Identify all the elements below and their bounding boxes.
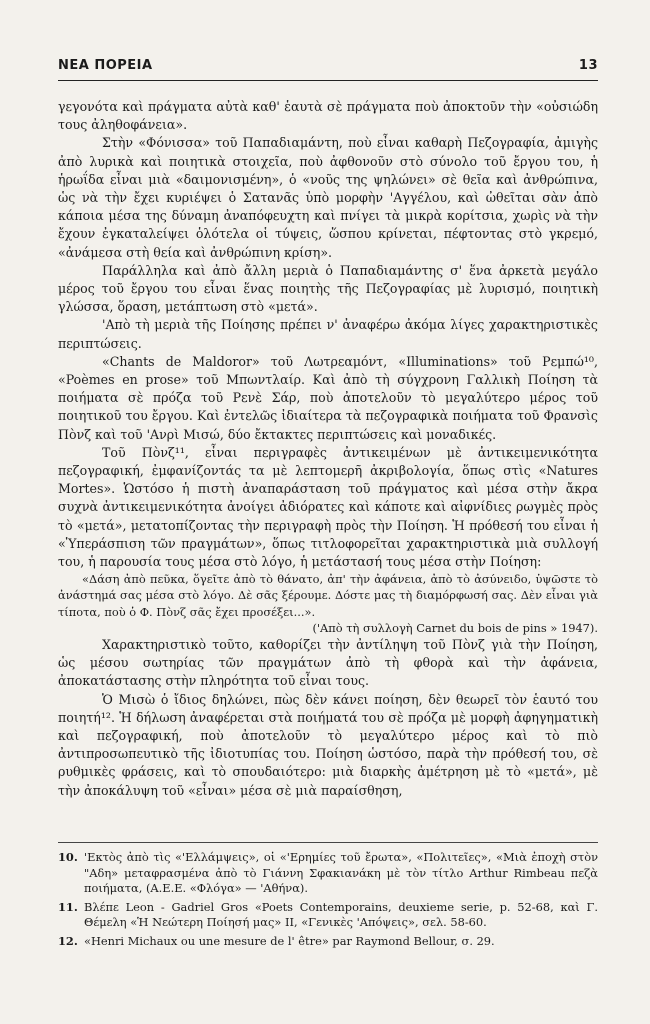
footnote: [58, 850, 598, 897]
paragraph: Τοῦ Πὸνζ¹¹, εἶναι περιγραφὲς ἀντικειμένων μὲ ἀντικειμενικότητα πεζογραφική, ἐμφανίζοντάς τα μὲ λεπτομερῆ ἀκριβολογία, ὅπως στὶς «Natures Mortes». Ὡστόσο ἡ πιστὴ ἀναπαράσταση τοῦ πράγματος καὶ μέσα στὴν ἄκρα συχνὰ ἀντικειμενικότητα ἀνοίγει ἀδιόρατες καὶ κάποτε καὶ αἰφνίδιες ρωγμὲς πρὸς τὸ «μετά», μετατοπίζοντας τὴν περιγραφὴ πρὸς τὴν Ποίηση. Ἡ πρόθεσή του εἶναι ἡ «Ὑπεράσπιση τῶν πραγμάτων», ὅπως τιτλοφορεῖται χαρακτηριστικὰ μιὰ συλλογή του, ἡ παρουσία τους μέσα στὸ λόγο, ἡ μετάστασή τους μέσα στὴν Ποίηση:: [58, 444, 598, 570]
paragraph: Χαρακτηριστικὸ τοῦτο, καθορίζει τὴν ἀντίληψη τοῦ Πὸνζ γιὰ τὴν Ποίηση, ὡς μέσου σωτηρίας τῶν πραγμάτων ἀπὸ τὴ φθορὰ καὶ τὴν ἀφάνεια, ἀποκατάστασης στὴν πληρότητα τοῦ εἶναι τους.: [58, 636, 598, 689]
block-quote: «Δάση ἀπὸ πεῦκα, ὅγεῖτε ἀπὸ τὸ θάνατο, ἀπ' τὴν ἀφάνεια, ἀπὸ τὸ ἀσύνειδο, ὑψῶστε τὸ ἀνάστημά σας μέσα στὸ λόγο. Δὲ σᾶς ξέρουμε. Δόστε μας τὴ διαμόρφωσή σας. Δὲν εἶναι γιὰ τίποτα, ποὺ ὁ Φ. Πὸνζ σᾶς ἔχει προσέξει...».: [58, 572, 598, 619]
paragraph: Παράλληλα καὶ ἀπὸ ἄλλη μεριὰ ὁ Παπαδιαμάντης σ' ἕνα ἀρκετὰ μεγάλο μέρος τοῦ ἔργου του εἶναι ἕνας ποιητὴς τῆς Πεζογραφίας μὲ λυρισμό, ποιητικὴ γλώσσα, ὅραση, μετάπτωση στὸ «μετά».: [58, 262, 598, 315]
journal-title: ΝΕΑ ΠΟΡΕΙΑ: [58, 58, 153, 73]
paragraph: γεγονότα καὶ πράγματα αὐτὰ καθ' ἑαυτὰ σὲ πράγματα ποὺ ἀποκτοῦν τὴν «οὐσιώδη τους ἀληθοφάνεια».: [58, 99, 598, 133]
body-text: [58, 98, 598, 800]
paragraph: 'Απὸ τὴ μεριὰ τῆς Ποίησης πρέπει ν' ἀναφέρω ἀκόμα λίγες χαρακτηριστικὲς περιπτώσεις.: [58, 317, 598, 351]
footnote: [58, 900, 598, 931]
paragraph: Στὴν «Φόνισσα» τοῦ Παπαδιαμάντη, ποὺ εἶναι καθαρὴ Πεζογραφία, ἀμιγὴς ἀπὸ λυρικὰ καὶ ποιητικὰ στοιχεῖα, ποὺ ἀφθονοῦν στὸ σύνολο τοῦ ἔργου του, ἡ ἡρωΐδα εἶναι μιὰ «δαιμονισμένη», ὁ «νοῦς της ψηλώνει» σὲ θεῖα καὶ ἀνθρώπινα, ὡς νὰ τὴν ἔχει κυριέψει ὁ Σατανᾶς ὑπὸ μορφὴν 'Αγγέλου, καὶ ὠθεῖται σὰν ἀπὸ κάποια μέσα της δύναμη ἀναπόφευχτη καὶ πνίγει τὰ μικρὰ κορίτσια, χωρὶς νὰ τὴν ἔχουν ἐγκαταλείψει ὁλότελα οἱ τύψεις, ὥσπου κρίνεται, πέφτοντας στὸ γκρεμό, «ἀνάμεσα στὴ θεία καὶ ἀνθρώπινη κρίση».: [58, 135, 598, 260]
footnote-number: 11.: [58, 899, 78, 914]
footnote-rule: [58, 842, 598, 843]
header-rule: [58, 80, 598, 81]
page-number: 13: [578, 58, 598, 73]
footnote-number: 10.: [58, 850, 78, 864]
footnote-text: «Henri Michaux ou une mesure de l' être» par Raymond Bellour, σ. 29.: [84, 933, 495, 948]
footnotes: [58, 850, 598, 953]
running-header: [58, 58, 598, 73]
paragraph: «Chants de Maldoror» τοῦ Λωτρεαμόντ, «Illuminations» τοῦ Ρεμπώ¹⁰, «Poèmes en prose» τοῦ Μπωντλαίρ. Καὶ ἀπὸ τὴ σύγχρονη Γαλλικὴ Ποίηση τὰ ποιήματα σὲ πρόζα τοῦ Ρενὲ Σάρ, ποὺ ἀποτελοῦν τὸ μεγαλύτερο μέρος τοῦ ποιητικοῦ του ἔργου. Καὶ ἐντελῶς ἰδιαίτερα τὰ πεζογραφικὰ ποιήματα τοῦ Φρανσὶς Πὸνζ καὶ τοῦ 'Ανρὶ Μισώ, δύο ἔκτακτες περιπτώσεις καὶ μοναδικές.: [58, 353, 598, 442]
footnote-text: 'Εκτὸς ἀπὸ τὶς «'Ελλάμψεις», οἱ «'Ερημίες τοῦ ἔρωτα», «Πολιτεῖες», «Μιὰ ἐποχὴ στὸν "Αδη» μεταφρασμένα ἀπὸ τὸ Γιάννη Σφακιανάκη μὲ τὸν τίτλο Arthur Rimbeau πεζὰ ποιήματα, (Α.Ε.Ε. «Φλόγα» — 'Αθήνα).: [84, 850, 598, 896]
footnote-number: 12.: [58, 933, 78, 948]
footnote: [58, 934, 598, 950]
footnote-text: Βλέπε Leon - Gadriel Gros «Poets Contemporains, deuxieme serie, p. 52-68, καὶ Γ. Θέμελη «Ἡ Νεώτερη Ποίησή μας» ΙΙ, «Γενικὲς 'Απόψεις», σελ. 58-60.: [84, 899, 598, 930]
paragraph: Ὁ Μισὼ ὁ ἴδιος δηλώνει, πὼς δὲν κάνει ποίηση, δὲν θεωρεῖ τὸν ἑαυτό του ποιητή¹². Ἡ δήλωση ἀναφέρεται στὰ ποιήματά του σὲ πρόζα μὲ μορφὴ ἀφηγηματικὴ καὶ πεζογραφική, ποὺ ἀποτελοῦν τὸ μεγαλύτερο μέρος καὶ τὸ πιὸ ἀντιπροσωπευτικὸ τῆς ἰδιοτυπίας του. Ποίηση ὡστόσο, παρὰ τὴν πρόθεσή του, σὲ ρυθμικὲς φράσεις, καὶ τὸ σπουδαιότερο: μιὰ διαρκὴς ἀμέτρηση μὲ τὸ «μετά», μὲ τὴν ἀποκάλυψη τοῦ «εἶναι» μέσα σὲ μιὰ παραίσθηση,: [58, 691, 598, 798]
quote-source: ('Απὸ τὴ συλλογὴ Carnet du bois de pins » 1947).: [312, 620, 598, 635]
